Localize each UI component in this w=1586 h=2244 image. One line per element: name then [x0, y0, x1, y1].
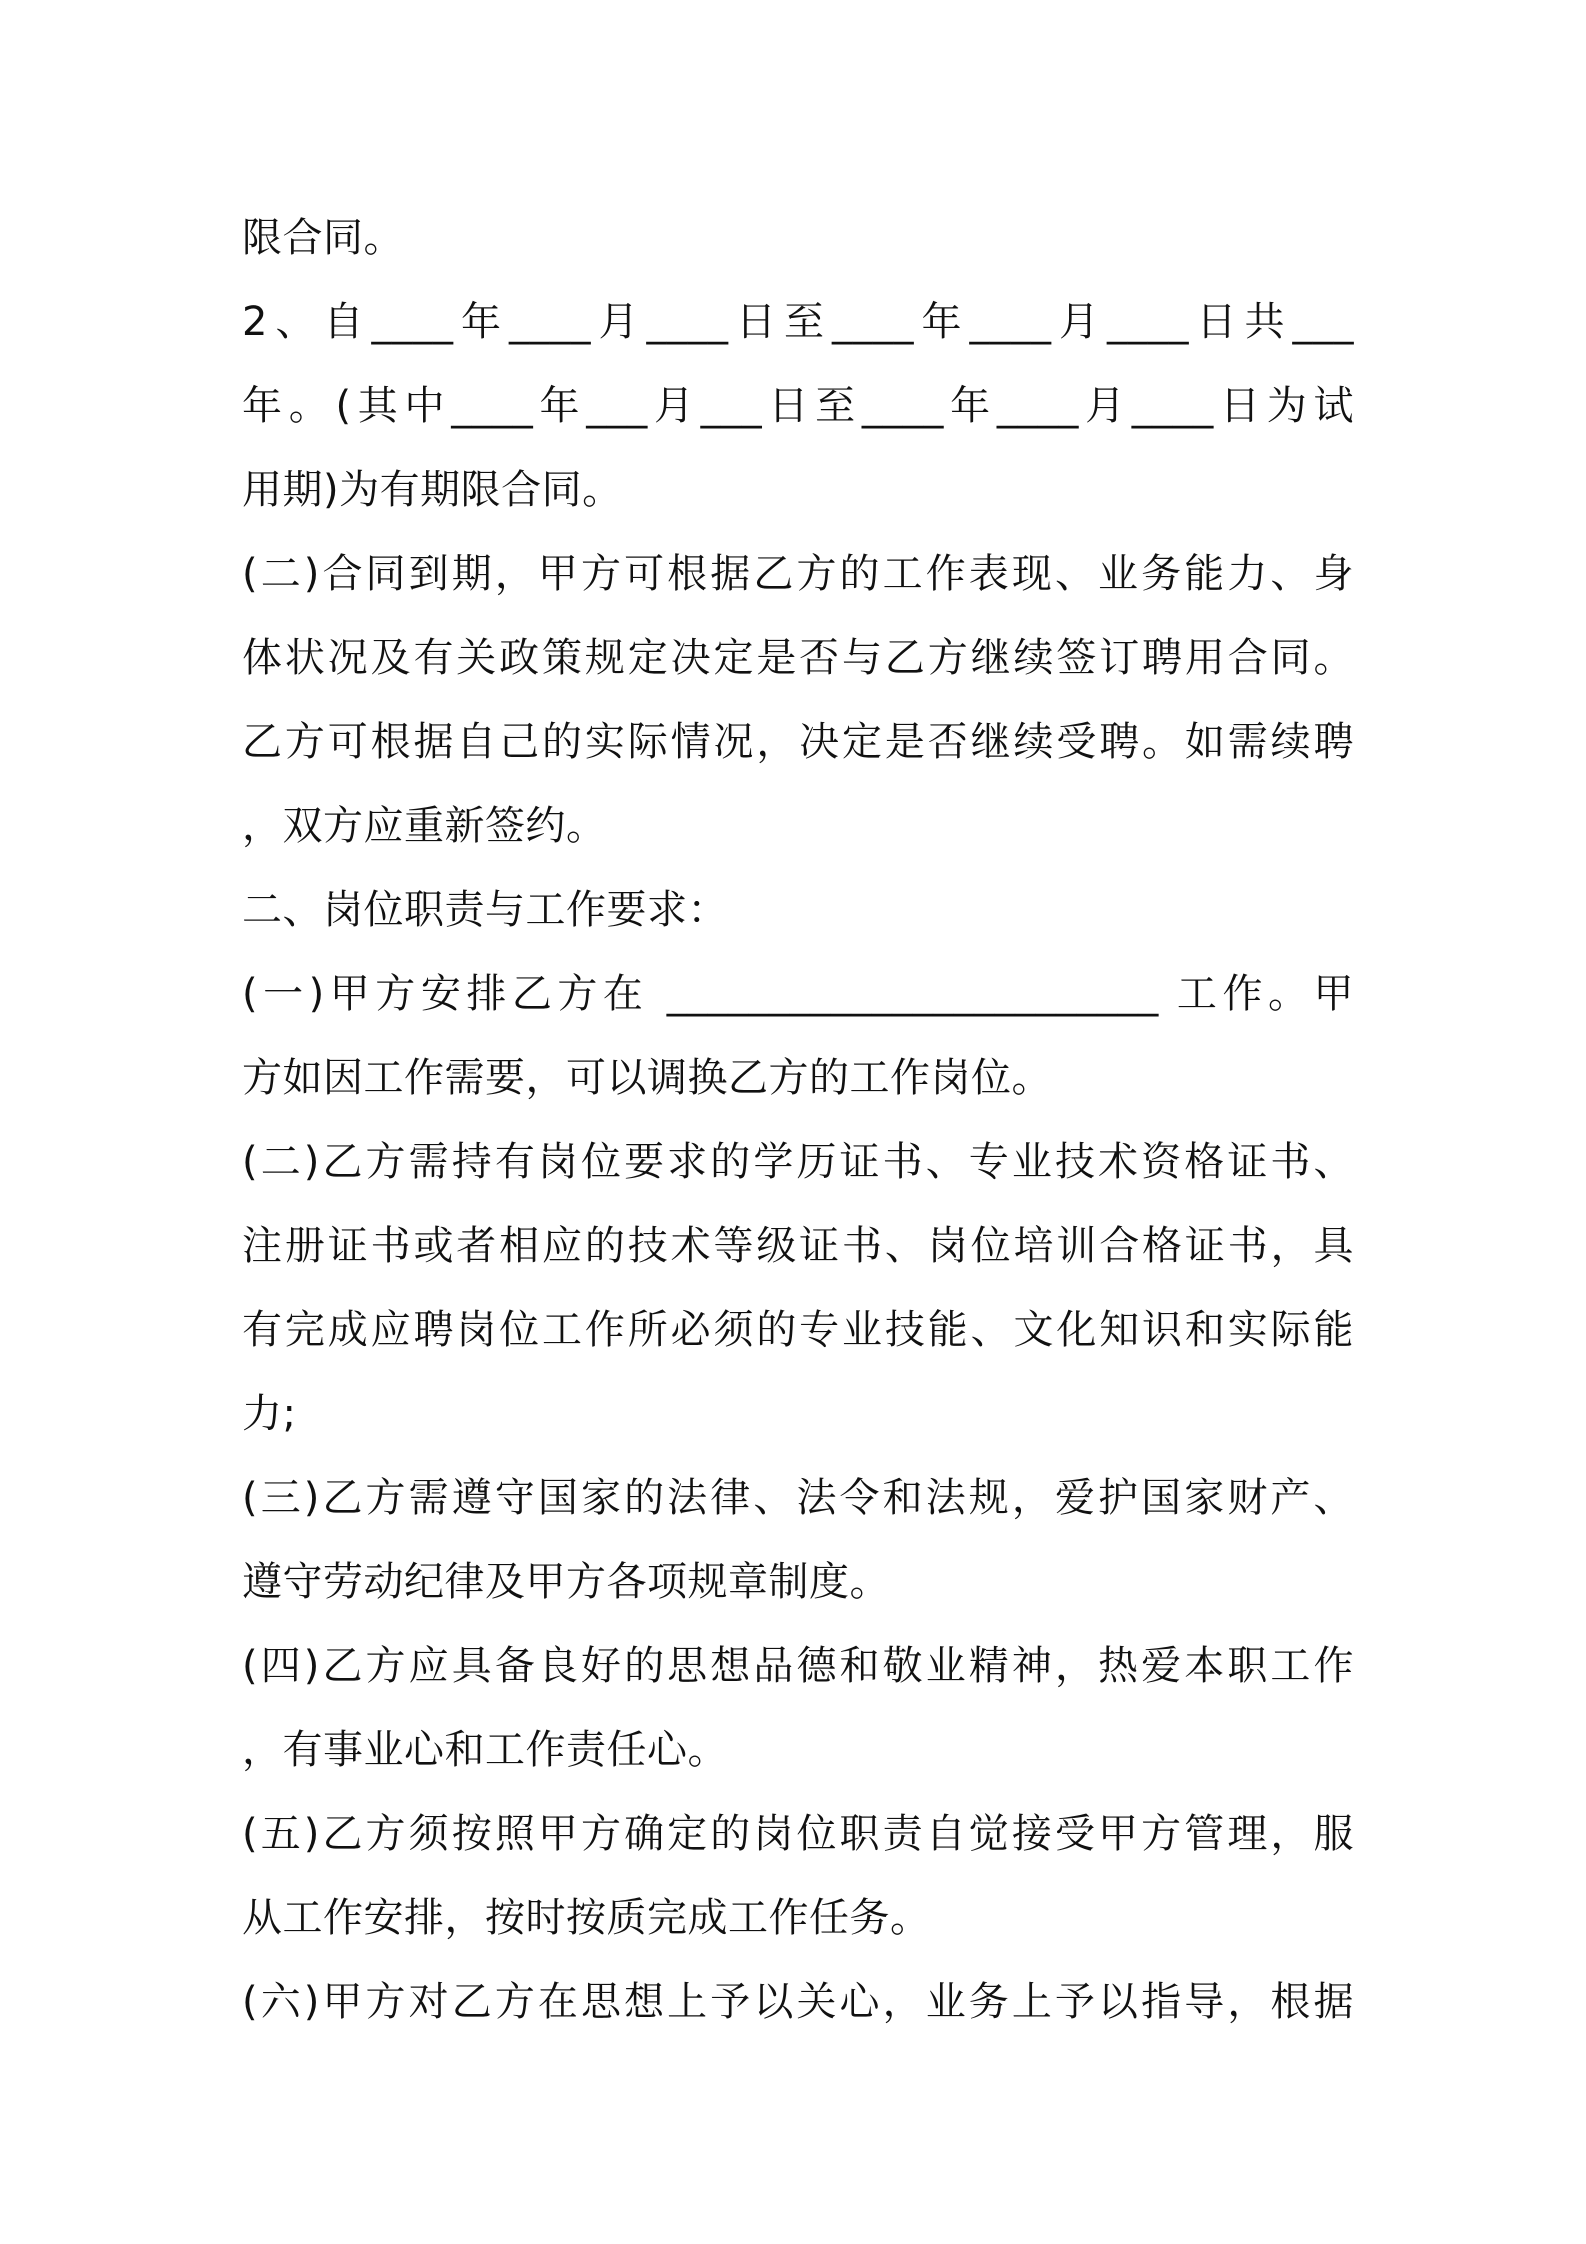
text-line: 从工作安排，按时按质完成工作任务。 [242, 1895, 931, 1941]
text-line: (三)乙方需遵守国家的法律、法令和法规，爱护国家财产、 [242, 1475, 1354, 1521]
text-line: (五)乙方须按照甲方确定的岗位职责自觉接受甲方管理，服 [242, 1811, 1354, 1857]
text-line: 年。(其中____年___月___日至____年____月____日为试 [242, 383, 1354, 429]
text-line: ，双方应重新签约。 [242, 803, 607, 849]
text-line: ，有事业心和工作责任心。 [242, 1727, 728, 1773]
text-line: 注册证书或者相应的技术等级证书、岗位培训合格证书，具 [242, 1223, 1354, 1269]
text-line: 乙方可根据自己的实际情况，决定是否继续受聘。如需续聘 [242, 719, 1354, 765]
document-body [242, 196, 1354, 2044]
text-line: (六)甲方对乙方在思想上予以关心，业务上予以指导，根据 [242, 1979, 1354, 2025]
text-line: 有完成应聘岗位工作所必须的专业技能、文化知识和实际能 [242, 1307, 1354, 1353]
text-line: (四)乙方应具备良好的思想品德和敬业精神，热爱本职工作 [242, 1643, 1354, 1689]
text-line: 方如因工作需要，可以调换乙方的工作岗位。 [242, 1055, 1052, 1101]
text-line: 2、自____年____月____日至____年____月____日共___ [242, 299, 1354, 345]
text-line: (一)甲方安排乙方在 ________________________ 工作。甲 [242, 971, 1354, 1017]
text-line: (二)乙方需持有岗位要求的学历证书、专业技术资格证书、 [242, 1139, 1354, 1185]
text-line: (二)合同到期，甲方可根据乙方的工作表现、业务能力、身 [242, 551, 1354, 597]
text-line: 体状况及有关政策规定决定是否与乙方继续签订聘用合同。 [242, 635, 1354, 681]
text-line: 用期)为有期限合同。 [242, 467, 623, 513]
text-line: 力; [242, 1391, 297, 1437]
text-line: 二、岗位职责与工作要求： [242, 887, 728, 933]
text-line: 遵守劳动纪律及甲方各项规章制度。 [242, 1559, 890, 1605]
text-line: 限合同。 [242, 215, 404, 261]
